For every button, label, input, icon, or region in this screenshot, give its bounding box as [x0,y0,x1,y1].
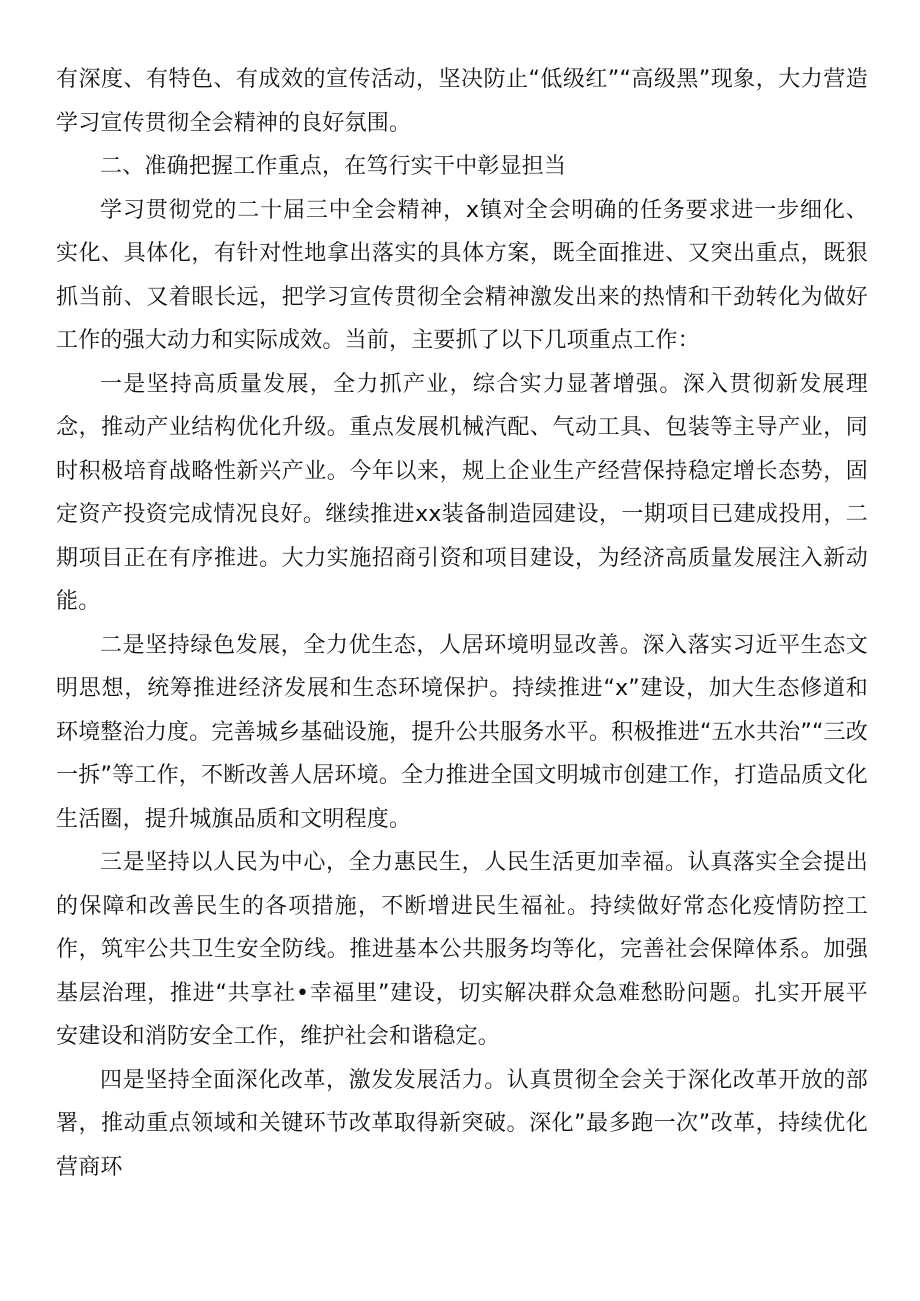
paragraph-point-4: 四是坚持全面深化改革，激发发展活力。认真贯彻全会关于深化改革开放的部署，推动重点领域和关键环节改革取得新突破。深化”最多跑一次”改革，持续优化营商环 [56,1067,868,1180]
paragraph-point-1: 一是坚持高质量发展，全力抓产业，综合实力显著增强。深入贯彻新发展理念，推动产业结构优化升级。重点发展机械汽配、气动工具、包装等主导产业，同时积极培育战略性新兴产业。今年以来，规上企业生产经营保持稳定增长态势，固定资产投资完成情况良好。继续推进xx装备制造园建设，一期项目已建成投用，二期项目正在有序推进。大力实施招商引资和项目建设，为经济高质量发展注入新动能。 [56,371,868,614]
paragraph-point-2: 二是坚持绿色发展，全力优生态，人居环境明显改善。深入落实习近平生态文明思想，统筹推进经济发展和生态环境保护。持续推进“x”建设，加大生态修道和环境整治力度。完善城乡基础设施，提升公共服务水平。积极推进“五水共治”“三改一拆”等工作，不断改善人居环境。全力推进全国文明城市创建工作，打造品质文化生活圈，提升城旗品质和文明程度。 [56,632,868,832]
paragraph-intro: 学习贯彻党的二十届三中全会精神，x镇对全会明确的任务要求进一步细化、实化、具体化，有针对性地拿出落实的具体方案，既全面推进、又突出重点，既狠抓当前、又着眼长远，把学习宣传贯彻全会精神激发出来的热情和干劲转化为做好工作的强大动力和实际成效。当前，主要抓了以下几项重点工作： [56,197,868,353]
paragraph-continuation: 有深度、有特色、有成效的宣传活动，坚决防止“低级红”“高级黑”现象，大力营造学习宣传贯彻全会精神的良好氛围。 [56,67,868,136]
paragraph-point-3: 三是坚持以人民为中心，全力惠民生，人民生活更加幸福。认真落实全会提出的保障和改善民生的各项措施，不断增进民生福祉。持续做好常态化疫情防控工作，筑牢公共卫生安全防线。推进基本公共服务均等化，完善社会保障体系。加强基层治理，推进“共享社•幸福里”建设，切实解决群众急难愁盼问题。扎实开展平安建设和消防安全工作，维护社会和谐稳定。 [56,850,868,1049]
section-heading: 二、准确把握工作重点，在笃行实干中彰显担当 [100,154,567,179]
document-body [56,58,868,1189]
